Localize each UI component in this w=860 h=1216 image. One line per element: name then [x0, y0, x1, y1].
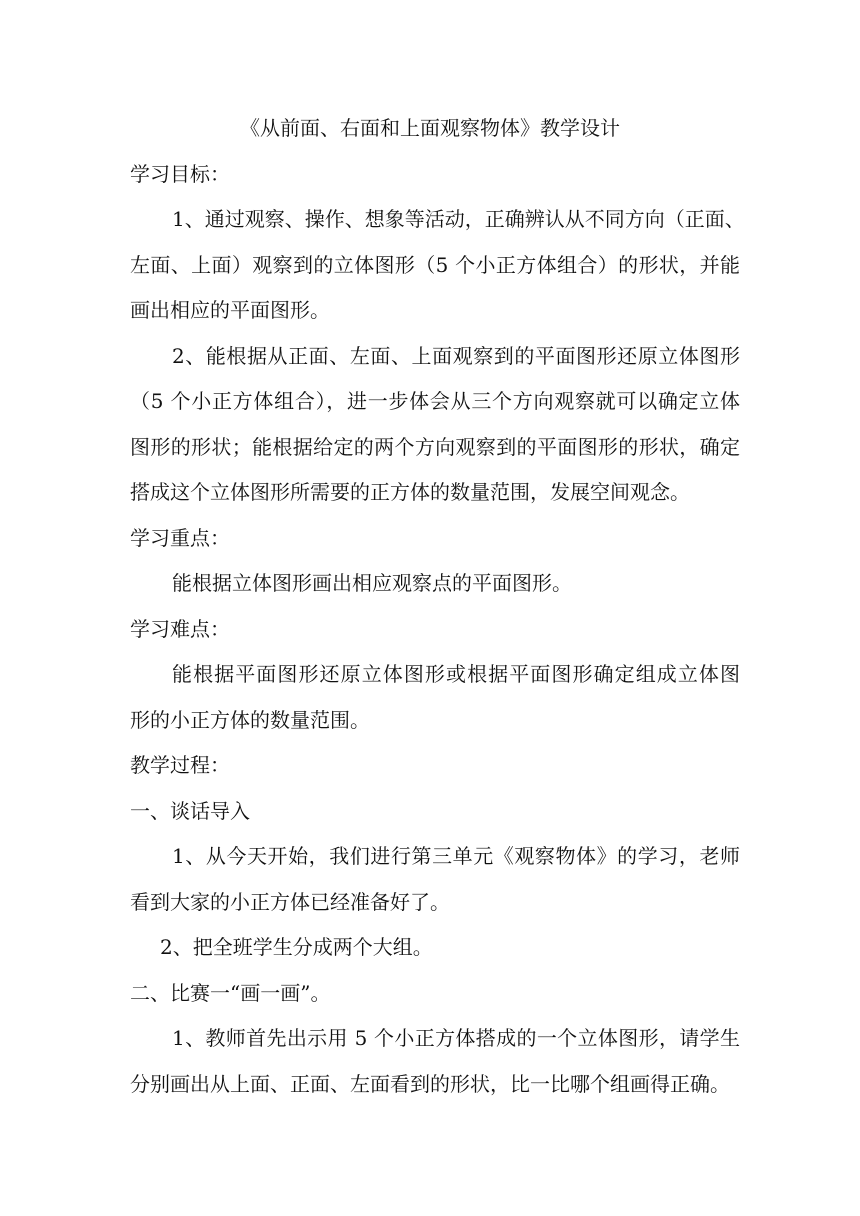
- paragraph-line: 图形的形状；能根据给定的两个方向观察到的平面图形的形状，确定: [130, 435, 740, 459]
- paragraph-line: 看到大家的小正方体已经准备好了。: [130, 890, 450, 914]
- paragraph-line: 分别画出从上面、正面、左面看到的形状，比一比哪个组画得正确。: [130, 1072, 730, 1096]
- heading-learning-objectives: 学习目标：: [130, 162, 230, 186]
- paragraph-line: 左面、上面）观察到的立体图形（5 个小正方体组合）的形状，并能: [130, 253, 740, 277]
- paragraph-line: 画出相应的平面图形。: [130, 298, 330, 322]
- paragraph-line: （5 个小正方体组合），进一步体会从三个方向观察就可以确定立体: [130, 389, 740, 413]
- heading-teaching-process: 教学过程：: [130, 753, 230, 777]
- section-heading-intro: 一、谈话导入: [130, 799, 250, 823]
- paragraph-line: 搭成这个立体图形所需要的正方体的数量范围，发展空间观念。: [130, 480, 690, 504]
- paragraph-line: 1、从今天开始，我们进行第三单元《观察物体》的学习，老师: [172, 844, 740, 868]
- paragraph-line: 2、能根据从正面、左面、上面观察到的平面图形还原立体图形: [172, 344, 740, 368]
- paragraph-line: 1、通过观察、操作、想象等活动，正确辨认从不同方向（正面、: [172, 207, 745, 231]
- document-title: 《从前面、右面和上面观察物体》教学设计: [240, 116, 620, 140]
- paragraph-line: 形的小正方体的数量范围。: [130, 708, 370, 732]
- paragraph-line: 2、把全班学生分成两个大组。: [160, 935, 433, 959]
- paragraph-line: 能根据立体图形画出相应观察点的平面图形。: [172, 571, 572, 595]
- heading-difficulties: 学习难点：: [130, 617, 230, 641]
- paragraph-line: 1、教师首先出示用 5 个小正方体搭成的一个立体图形，请学生: [172, 1026, 740, 1050]
- section-heading-contest: 二、比赛一“画一画”。: [130, 981, 331, 1005]
- heading-key-points: 学习重点：: [130, 526, 230, 550]
- paragraph-line: 能根据平面图形还原立体图形或根据平面图形确定组成立体图: [172, 662, 740, 686]
